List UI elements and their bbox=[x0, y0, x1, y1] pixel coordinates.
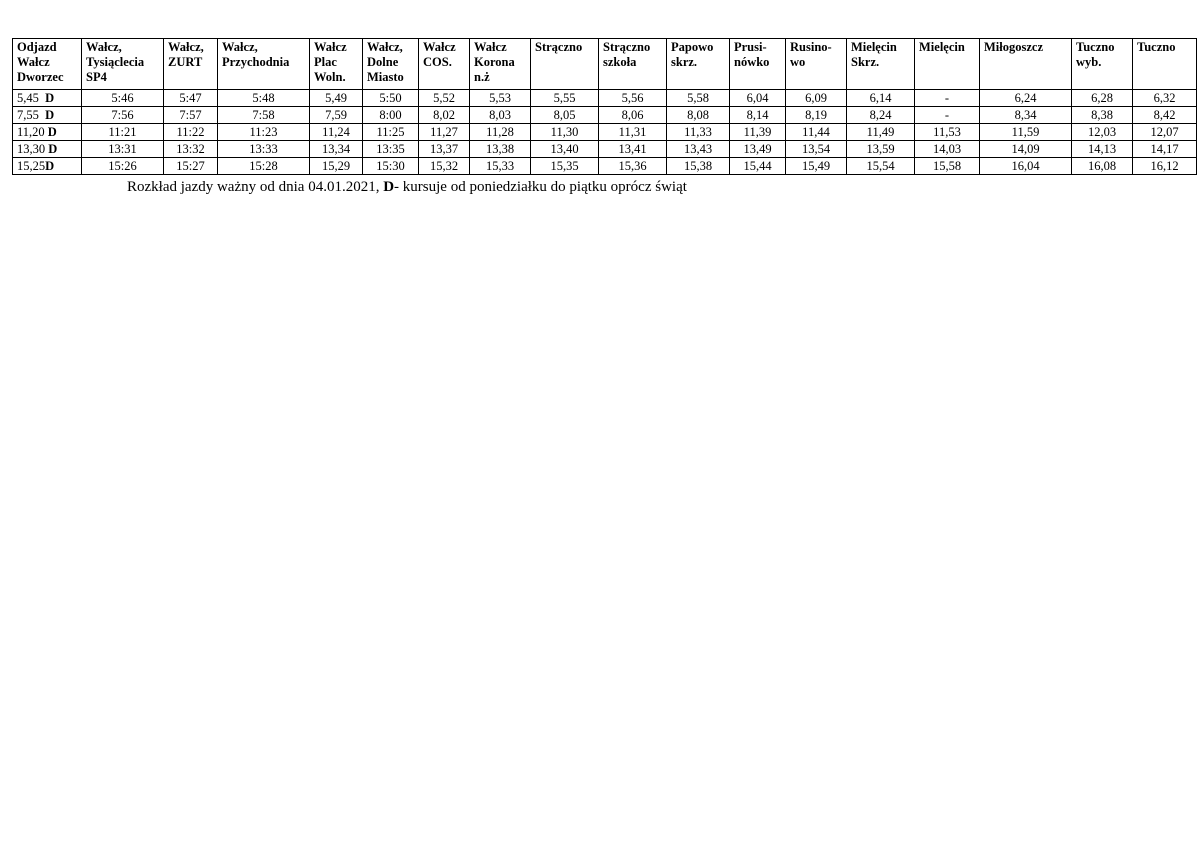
stop-header bbox=[470, 39, 531, 90]
time-cell: 15,29 bbox=[310, 158, 363, 175]
time-cell: 8:00 bbox=[363, 107, 419, 124]
time-cell: 11,53 bbox=[915, 124, 980, 141]
departure-time: 7,55 bbox=[17, 107, 39, 122]
time-cell: 13:31 bbox=[82, 141, 164, 158]
time-cell: 7,59 bbox=[310, 107, 363, 124]
departure-cell bbox=[13, 141, 82, 158]
stop-header bbox=[667, 39, 730, 90]
stop-header-line: Miasto bbox=[367, 70, 404, 84]
time-cell: 13:32 bbox=[164, 141, 218, 158]
time-cell: 13,34 bbox=[310, 141, 363, 158]
stop-header bbox=[847, 39, 915, 90]
validity-note bbox=[12, 178, 1196, 196]
time-cell: 16,08 bbox=[1072, 158, 1133, 175]
time-cell: 11,31 bbox=[599, 124, 667, 141]
time-cell: - bbox=[915, 90, 980, 107]
stop-header-line: szkoła bbox=[603, 55, 637, 69]
stop-header-line: Wałcz bbox=[17, 55, 50, 69]
time-cell: 7:57 bbox=[164, 107, 218, 124]
stop-header-line: Prusi- bbox=[734, 40, 767, 54]
stop-header-line: Wałcz, bbox=[367, 40, 403, 54]
time-cell: 15,49 bbox=[786, 158, 847, 175]
departure-time: 5,45 bbox=[17, 90, 39, 105]
stop-header bbox=[310, 39, 363, 90]
time-cell: 15,32 bbox=[419, 158, 470, 175]
time-cell: 12,03 bbox=[1072, 124, 1133, 141]
time-cell: 15,38 bbox=[667, 158, 730, 175]
departure-cell bbox=[13, 107, 82, 124]
stop-header-line: Wałcz, bbox=[168, 40, 204, 54]
stop-header-line: wyb. bbox=[1076, 55, 1102, 69]
time-cell: 8,19 bbox=[786, 107, 847, 124]
departure-cell bbox=[13, 90, 82, 107]
time-cell: 14,09 bbox=[980, 141, 1072, 158]
time-cell: 13,41 bbox=[599, 141, 667, 158]
note-marker: D bbox=[383, 179, 395, 195]
time-cell: 7:58 bbox=[218, 107, 310, 124]
stop-header-line: Strączno bbox=[535, 40, 583, 54]
stop-header-line: Strączno bbox=[603, 40, 651, 54]
stop-header bbox=[13, 39, 82, 90]
stop-header bbox=[1072, 39, 1133, 90]
time-cell: 6,14 bbox=[847, 90, 915, 107]
stop-header-line: COS. bbox=[423, 55, 452, 69]
time-cell: 5:48 bbox=[218, 90, 310, 107]
time-cell: 15:30 bbox=[363, 158, 419, 175]
time-cell: 15,36 bbox=[599, 158, 667, 175]
stop-header bbox=[82, 39, 164, 90]
time-cell: 14,03 bbox=[915, 141, 980, 158]
stop-header-line: Papowo bbox=[671, 40, 714, 54]
departure-time: 13,30 bbox=[17, 141, 46, 156]
time-cell: 6,24 bbox=[980, 90, 1072, 107]
stop-header-line: Wałcz bbox=[423, 40, 456, 54]
stop-header-line: nówko bbox=[734, 55, 770, 69]
table-row bbox=[13, 124, 1197, 141]
time-cell: 8,38 bbox=[1072, 107, 1133, 124]
stop-header bbox=[531, 39, 599, 90]
time-cell: 13:35 bbox=[363, 141, 419, 158]
table-row bbox=[13, 90, 1197, 107]
note-text-end: - kursuje od poniedziałku do piątku oprócz świąt bbox=[394, 179, 687, 195]
stop-header-line: Odjazd bbox=[17, 40, 57, 54]
bus-timetable bbox=[12, 38, 1197, 175]
time-cell: 15,58 bbox=[915, 158, 980, 175]
time-cell: 8,05 bbox=[531, 107, 599, 124]
time-cell: 6,09 bbox=[786, 90, 847, 107]
time-cell: 5,55 bbox=[531, 90, 599, 107]
stop-header-line: Tuczno bbox=[1137, 40, 1176, 54]
time-cell: 11,33 bbox=[667, 124, 730, 141]
stop-header-line: Mielęcin bbox=[919, 40, 965, 54]
stop-header-line: Przychodnia bbox=[222, 55, 290, 69]
table-row bbox=[13, 158, 1197, 175]
stop-header bbox=[363, 39, 419, 90]
timetable-sheet bbox=[12, 38, 1196, 196]
time-cell: 8,02 bbox=[419, 107, 470, 124]
time-cell: 15,44 bbox=[730, 158, 786, 175]
time-cell: 13,40 bbox=[531, 141, 599, 158]
time-cell: 11,27 bbox=[419, 124, 470, 141]
weekday-marker: D bbox=[48, 141, 58, 156]
time-cell: 11:22 bbox=[164, 124, 218, 141]
note-text-start: Rozkład jazdy ważny od dnia 04.01.2021, bbox=[127, 179, 384, 195]
stop-header-line: Tysiąclecia bbox=[86, 55, 145, 69]
stop-header-line: Rusino- bbox=[790, 40, 832, 54]
time-cell: 11:23 bbox=[218, 124, 310, 141]
time-cell: 8,24 bbox=[847, 107, 915, 124]
stop-header-line: Korona bbox=[474, 55, 515, 69]
time-cell: 13,54 bbox=[786, 141, 847, 158]
stop-header-line: Wałcz bbox=[474, 40, 507, 54]
stop-header-line: Wałcz, bbox=[222, 40, 258, 54]
stop-header bbox=[419, 39, 470, 90]
stop-header-line: Dworzec bbox=[17, 70, 64, 84]
time-cell: 16,04 bbox=[980, 158, 1072, 175]
time-cell: 6,28 bbox=[1072, 90, 1133, 107]
time-cell: 13,59 bbox=[847, 141, 915, 158]
time-cell: 12,07 bbox=[1133, 124, 1197, 141]
weekday-marker: D bbox=[45, 158, 55, 173]
timetable-body bbox=[13, 90, 1197, 175]
time-cell: 11:25 bbox=[363, 124, 419, 141]
stop-header bbox=[218, 39, 310, 90]
time-cell: 11,44 bbox=[786, 124, 847, 141]
time-cell: 13,38 bbox=[470, 141, 531, 158]
stop-header-line: skrz. bbox=[671, 55, 698, 69]
time-cell: 15,54 bbox=[847, 158, 915, 175]
time-cell: 8,14 bbox=[730, 107, 786, 124]
stop-header bbox=[599, 39, 667, 90]
time-cell: 6,04 bbox=[730, 90, 786, 107]
time-cell: 11,28 bbox=[470, 124, 531, 141]
time-cell: 11,30 bbox=[531, 124, 599, 141]
stop-header-line: wo bbox=[790, 55, 806, 69]
stop-header-line: Tuczno bbox=[1076, 40, 1115, 54]
time-cell: 11:21 bbox=[82, 124, 164, 141]
departure-cell bbox=[13, 158, 82, 175]
time-cell: 5,52 bbox=[419, 90, 470, 107]
time-cell: 8,03 bbox=[470, 107, 531, 124]
stop-header bbox=[915, 39, 980, 90]
stop-header-line: Dolne bbox=[367, 55, 399, 69]
stop-header-line: n.ż bbox=[474, 70, 490, 84]
stop-header-line: Woln. bbox=[314, 70, 346, 84]
weekday-marker: D bbox=[45, 107, 55, 122]
time-cell: 5:47 bbox=[164, 90, 218, 107]
time-cell: 16,12 bbox=[1133, 158, 1197, 175]
stop-header-line: Miłogoszcz bbox=[984, 40, 1044, 54]
time-cell: 8,06 bbox=[599, 107, 667, 124]
stop-header-line: Skrz. bbox=[851, 55, 880, 69]
time-cell: 8,42 bbox=[1133, 107, 1197, 124]
time-cell: 15:28 bbox=[218, 158, 310, 175]
time-cell: 11,59 bbox=[980, 124, 1072, 141]
table-row bbox=[13, 107, 1197, 124]
weekday-marker: D bbox=[47, 124, 57, 139]
time-cell: 13,37 bbox=[419, 141, 470, 158]
stop-header-line: SP4 bbox=[86, 70, 107, 84]
time-cell: 15:26 bbox=[82, 158, 164, 175]
time-cell: 14,13 bbox=[1072, 141, 1133, 158]
departure-cell bbox=[13, 124, 82, 141]
time-cell: 5,56 bbox=[599, 90, 667, 107]
time-cell: 15:27 bbox=[164, 158, 218, 175]
time-cell: 5:46 bbox=[82, 90, 164, 107]
time-cell: 13,49 bbox=[730, 141, 786, 158]
stop-header-line: Wałcz bbox=[314, 40, 347, 54]
time-cell: 15,33 bbox=[470, 158, 531, 175]
stop-header-line: ZURT bbox=[168, 55, 203, 69]
stop-header bbox=[786, 39, 847, 90]
time-cell: 7:56 bbox=[82, 107, 164, 124]
departure-time: 15,25 bbox=[17, 158, 46, 173]
time-cell: 11,24 bbox=[310, 124, 363, 141]
stop-header-line: Plac bbox=[314, 55, 337, 69]
time-cell: 5,49 bbox=[310, 90, 363, 107]
stop-header bbox=[730, 39, 786, 90]
stop-header bbox=[980, 39, 1072, 90]
departure-time: 11,20 bbox=[17, 124, 45, 139]
time-cell: 11,39 bbox=[730, 124, 786, 141]
stop-header bbox=[1133, 39, 1197, 90]
time-cell: 5:50 bbox=[363, 90, 419, 107]
time-cell: 5,58 bbox=[667, 90, 730, 107]
time-cell: 8,08 bbox=[667, 107, 730, 124]
header-row bbox=[13, 39, 1197, 90]
weekday-marker: D bbox=[45, 90, 55, 105]
table-row bbox=[13, 141, 1197, 158]
time-cell: - bbox=[915, 107, 980, 124]
time-cell: 8,34 bbox=[980, 107, 1072, 124]
time-cell: 15,35 bbox=[531, 158, 599, 175]
stop-header-line: Mielęcin bbox=[851, 40, 897, 54]
time-cell: 13,43 bbox=[667, 141, 730, 158]
time-cell: 14,17 bbox=[1133, 141, 1197, 158]
time-cell: 6,32 bbox=[1133, 90, 1197, 107]
time-cell: 13:33 bbox=[218, 141, 310, 158]
stop-header bbox=[164, 39, 218, 90]
stop-header-line: Wałcz, bbox=[86, 40, 122, 54]
time-cell: 11,49 bbox=[847, 124, 915, 141]
time-cell: 5,53 bbox=[470, 90, 531, 107]
